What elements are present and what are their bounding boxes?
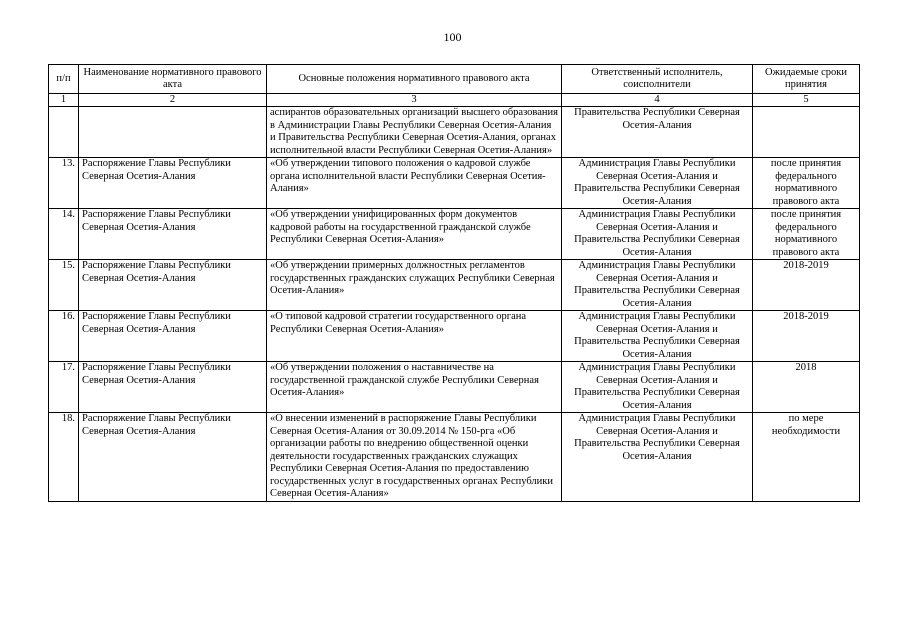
act-name: Распоряжение Главы Республики Северная Осетия-Алания (79, 260, 267, 311)
act-executor: Правительства Республики Северная Осетия-Алания (562, 107, 753, 158)
act-executor: Администрация Главы Республики Северная Осетия-Алания и Правительства Республики Северная Осетия-Алания (562, 260, 753, 311)
column-number: 3 (267, 94, 562, 107)
act-term: 2018-2019 (753, 260, 860, 311)
act-name (79, 107, 267, 158)
header-provisions: Основные положения нормативного правового акта (267, 65, 562, 94)
row-number: 17. (49, 362, 79, 413)
table-row (49, 158, 860, 209)
act-provisions: «О типовой кадровой стратегии государственного органа Республики Северная Осетия-Алания» (267, 311, 562, 362)
act-term (753, 107, 860, 158)
table-row (49, 413, 860, 502)
header-number: п/п (49, 65, 79, 94)
column-number: 2 (79, 94, 267, 107)
act-executor: Администрация Главы Республики Северная Осетия-Алания и Правительства Республики Северная Осетия-Алания (562, 413, 753, 502)
act-term: 2018-2019 (753, 311, 860, 362)
act-executor: Администрация Главы Республики Северная Осетия-Алания и Правительства Республики Северная Осетия-Алания (562, 362, 753, 413)
column-number: 4 (562, 94, 753, 107)
table-row (49, 209, 860, 260)
header-executor: Ответственный исполнитель, соисполнители (562, 65, 753, 94)
header-terms: Ожидаемые сроки принятия (753, 65, 860, 94)
act-term: после принятия федерального нормативного правового акта (753, 209, 860, 260)
act-provisions: «Об утверждении примерных должностных регламентов государственных гражданских служащих Республики Северная Осетия-Алания» (267, 260, 562, 311)
row-number: 18. (49, 413, 79, 502)
column-numbers-row (49, 94, 860, 107)
table-row (49, 107, 860, 158)
regulatory-acts-table (48, 64, 860, 502)
act-provisions: «Об утверждении положения о наставничестве на государственной гражданской службе Республики Северная Осетия-Алания» (267, 362, 562, 413)
table-row (49, 260, 860, 311)
act-name: Распоряжение Главы Республики Северная Осетия-Алания (79, 413, 267, 502)
row-number (49, 107, 79, 158)
act-provisions: аспирантов образовательных организаций высшего образования в Администрации Главы Республики Северная Осетия-Алания и Правительства Республики Северная Осетия-Алания, органах исполнительной власти Республики Северная Осетия-Алания» (267, 107, 562, 158)
act-name: Распоряжение Главы Республики Северная Осетия-Алания (79, 158, 267, 209)
table-row (49, 311, 860, 362)
act-term: по мере необходимости (753, 413, 860, 502)
act-name: Распоряжение Главы Республики Северная Осетия-Алания (79, 209, 267, 260)
act-provisions: «Об утверждении типового положения о кадровой службе органа исполнительной власти Республики Северная Осетия-Алания» (267, 158, 562, 209)
act-executor: Администрация Главы Республики Северная Осетия-Алания и Правительства Республики Северная Осетия-Алания (562, 209, 753, 260)
column-number: 5 (753, 94, 860, 107)
act-name: Распоряжение Главы Республики Северная Осетия-Алания (79, 362, 267, 413)
act-executor: Администрация Главы Республики Северная Осетия-Алания и Правительства Республики Северная Осетия-Алания (562, 158, 753, 209)
page-number: 100 (443, 30, 462, 44)
row-number: 15. (49, 260, 79, 311)
column-number: 1 (49, 94, 79, 107)
row-number: 16. (49, 311, 79, 362)
act-provisions: «О внесении изменений в распоряжение Главы Республики Северная Осетия-Алания от 30.09.2014 № 150-рга «Об организации работы по внедрению общественной оценки деятельности государственных гражданских служащих Республики Северная Осетия-Алания по предоставлению государственных услуг в государственных органах Республики Северная Осетия-Алания» (267, 413, 562, 502)
row-number: 14. (49, 209, 79, 260)
table-header-row (49, 65, 860, 94)
row-number: 13. (49, 158, 79, 209)
header-act-name: Наименование нормативного правового акта (79, 65, 267, 94)
act-executor: Администрация Главы Республики Северная Осетия-Алания и Правительства Республики Северная Осетия-Алания (562, 311, 753, 362)
act-provisions: «Об утверждении унифицированных форм документов кадровой работы на государственной гражданской службе Республики Северная Осетия-Алания» (267, 209, 562, 260)
act-term: после принятия федерального нормативного правового акта (753, 158, 860, 209)
act-name: Распоряжение Главы Республики Северная Осетия-Алания (79, 311, 267, 362)
act-term: 2018 (753, 362, 860, 413)
table-row (49, 362, 860, 413)
